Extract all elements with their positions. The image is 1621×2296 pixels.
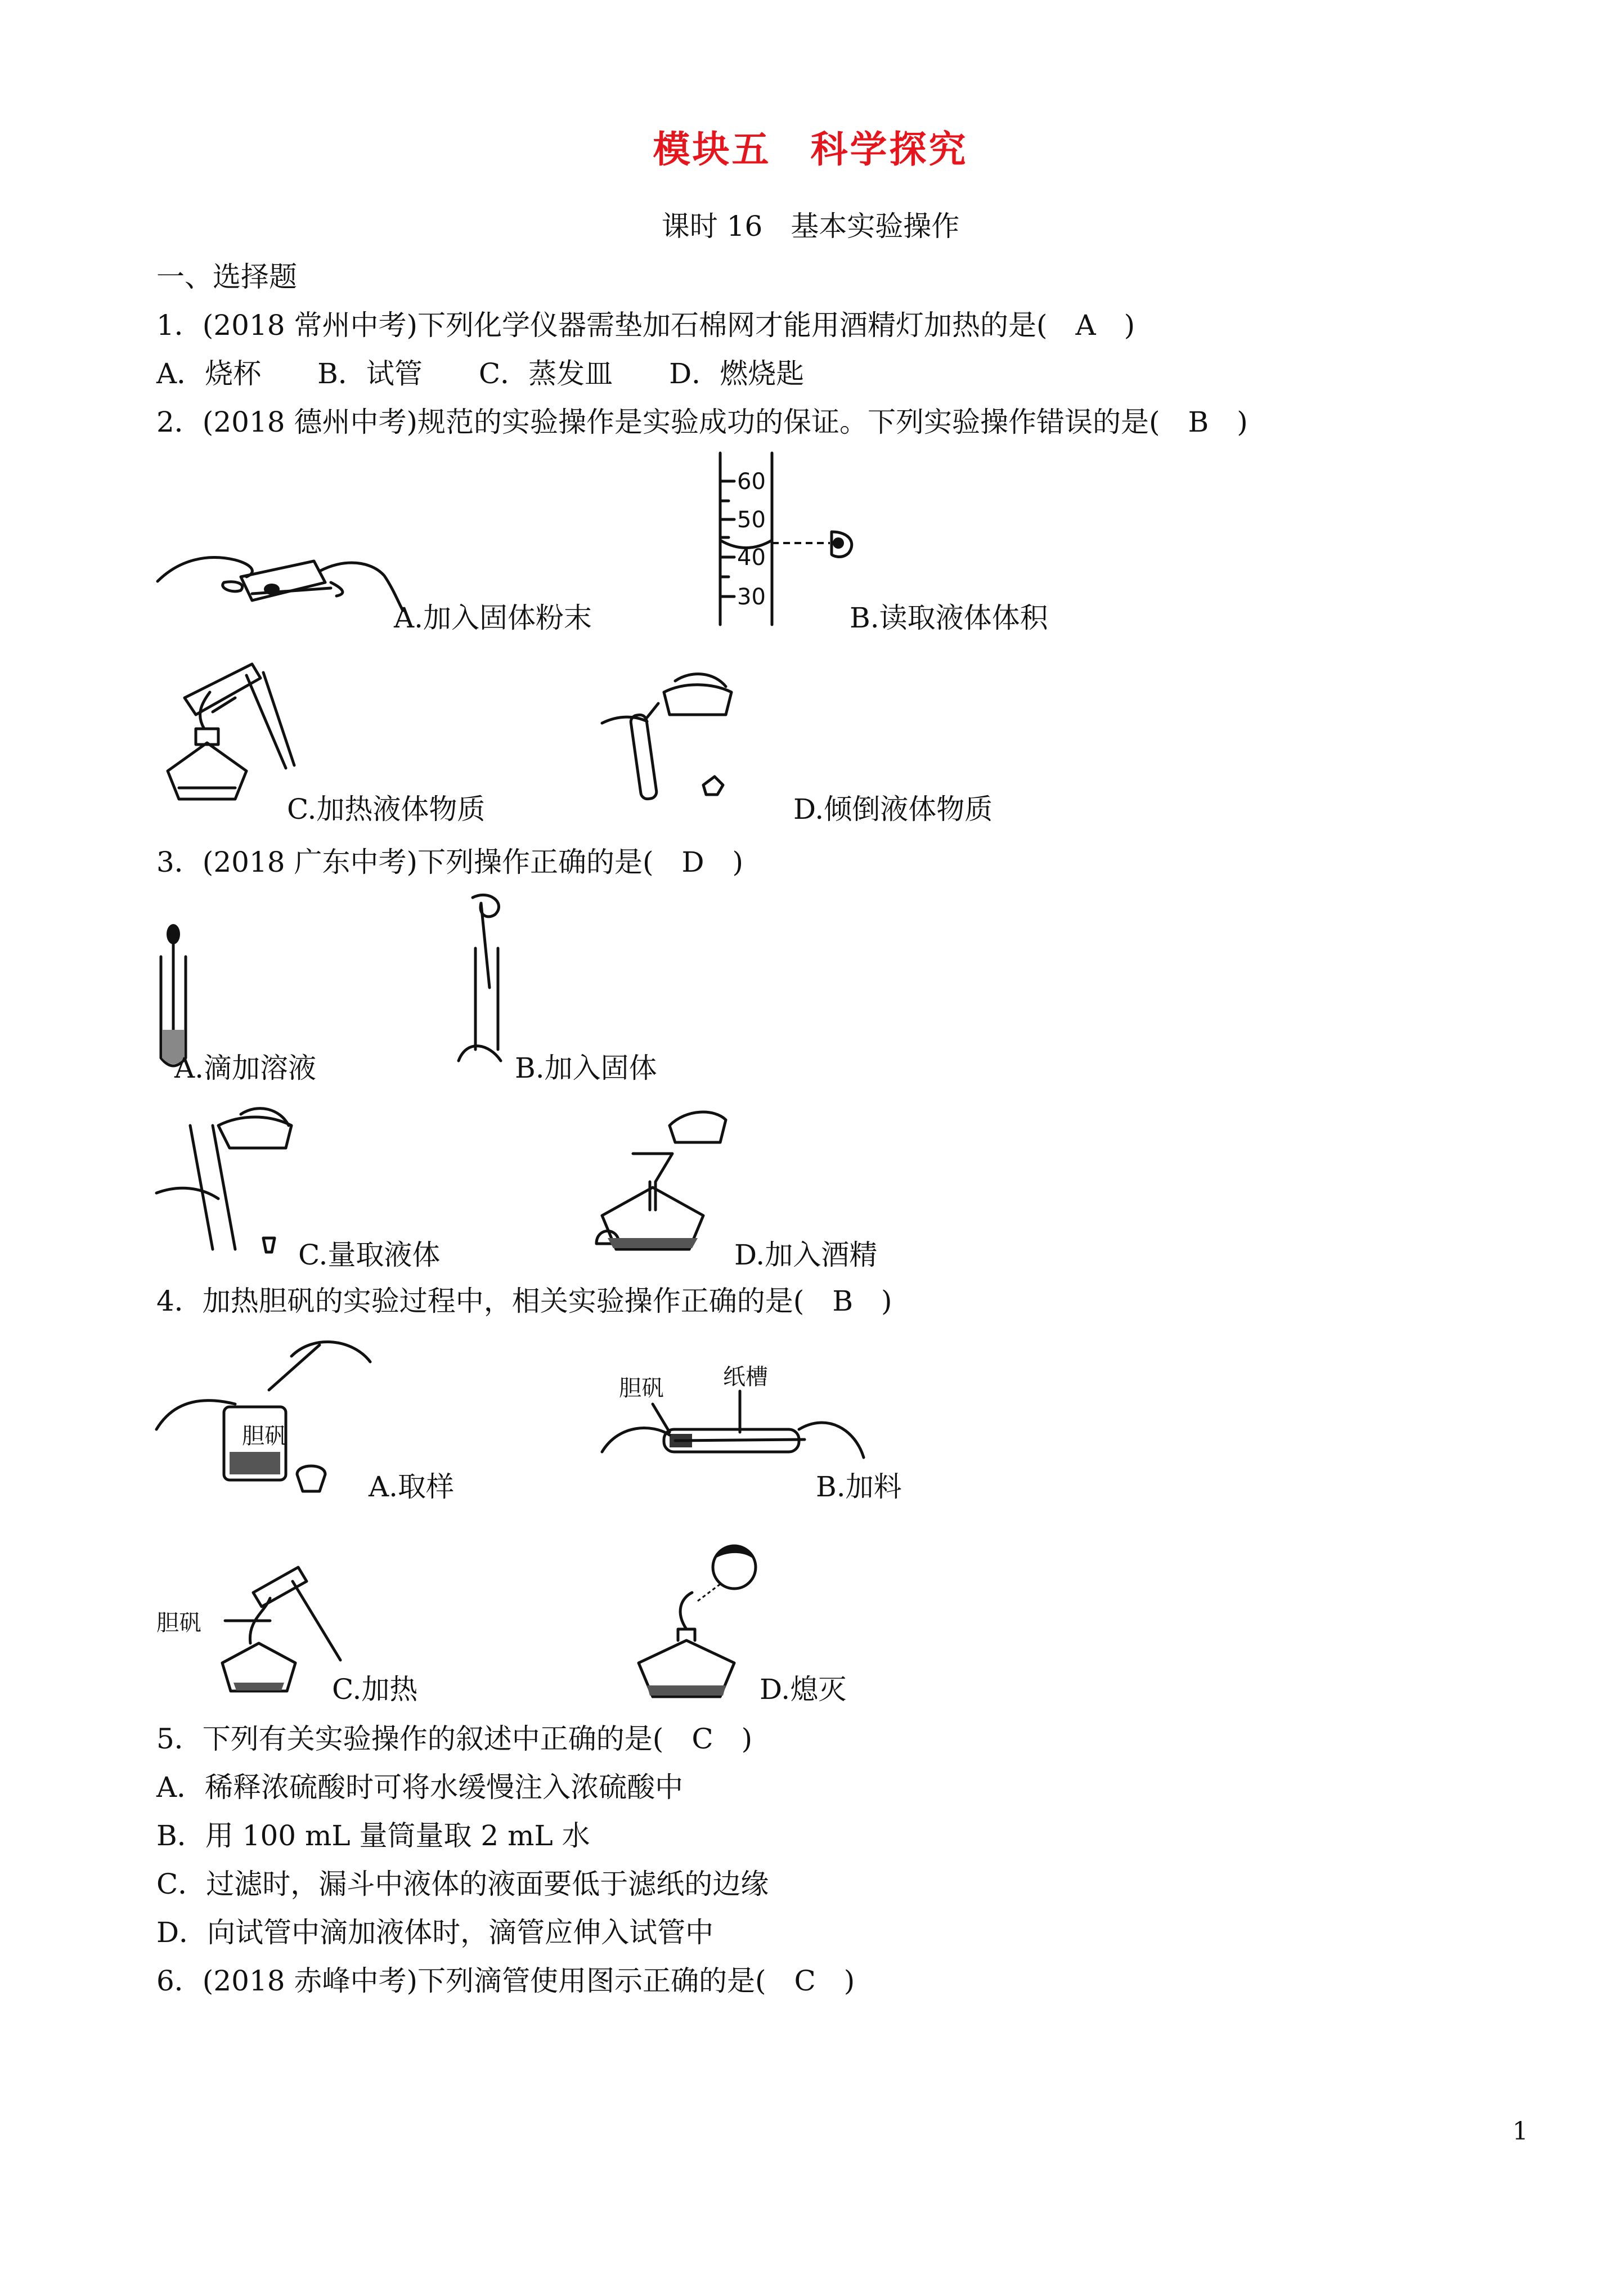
add-alcohol-figure: [585, 1097, 737, 1261]
q3-label-b: B.加入固体: [515, 1052, 657, 1084]
q4-label-a: A.取样: [369, 1470, 455, 1503]
q2-label-d: D.倾倒液体物质: [793, 793, 993, 826]
question-5-stem: 5．下列有关实验操作的叙述中正确的是( C ): [156, 1723, 753, 1755]
cylinder-tick-30: 30: [737, 584, 766, 610]
q3-label-a: A.滴加溶液: [174, 1052, 317, 1084]
add-powder-figure: [156, 549, 404, 627]
q2-label-c: C.加热液体物质: [287, 793, 486, 826]
add-solid-figure: [456, 892, 523, 1078]
question-6-stem: 6．(2018 赤峰中考)下列滴管使用图示正确的是( C ): [156, 1965, 855, 1997]
question-4-stem: 4．加热胆矾的实验过程中，相关实验操作正确的是( B ): [156, 1285, 892, 1317]
q4-label-b: B.加料: [816, 1470, 902, 1503]
q3-label-d: D.加入酒精: [734, 1239, 878, 1271]
page-number: 1: [1512, 2117, 1528, 2146]
question-5-option-a: A．稀释浓硫酸时可将水缓慢注入浓硫酸中: [156, 1771, 684, 1804]
q2-label-b: B.读取液体体积: [850, 602, 1048, 634]
q3-label-c: C.量取液体: [298, 1239, 441, 1271]
question-1-options: A．烧杯 B．试管 C．蒸发皿 D．燃烧匙: [156, 357, 805, 390]
heating-liquid-figure: [156, 658, 291, 810]
question-5-option-d: D．向试管中滴加液体时，滴管应伸入试管中: [156, 1916, 714, 1949]
question-1-stem: 1．(2018 常州中考)下列化学仪器需垫加石棉网才能用酒精灯加热的是( A ): [156, 309, 1135, 342]
question-3-stem: 3．(2018 广东中考)下列操作正确的是( D ): [156, 846, 744, 878]
question-2-stem: 2．(2018 德州中考)规范的实验操作是实验成功的保证。下列实验操作错误的是( B ): [156, 406, 1248, 438]
sampling-figure: [156, 1339, 381, 1486]
chalcanthite-label-c: 胆矾: [156, 1610, 201, 1636]
q4-label-c: C.加热: [332, 1673, 418, 1706]
adding-material-figure: [602, 1364, 866, 1474]
q4-label-d: D.熄灭: [760, 1673, 847, 1706]
module-title: 模块五 科学探究: [653, 127, 968, 171]
section-heading: 一、选择题: [156, 261, 297, 293]
paper-trough-label: 纸槽: [723, 1364, 768, 1390]
q2-label-a: A.加入固体粉末: [394, 602, 592, 634]
cylinder-tick-50: 50: [737, 507, 766, 533]
chalcanthite-label: 胆矾: [619, 1375, 664, 1401]
cylinder-tick-40: 40: [737, 545, 766, 571]
pouring-liquid-figure: [602, 670, 748, 805]
question-5-option-b: B．用 100 mL 量筒量取 2 mL 水: [156, 1819, 590, 1852]
cylinder-tick-60: 60: [737, 469, 766, 495]
question-5-option-c: C．过滤时，漏斗中液体的液面要低于滤纸的边缘: [156, 1868, 769, 1900]
lesson-subtitle: 课时 16 基本实验操作: [661, 210, 960, 243]
bottle-label: 胆矾: [242, 1423, 287, 1449]
